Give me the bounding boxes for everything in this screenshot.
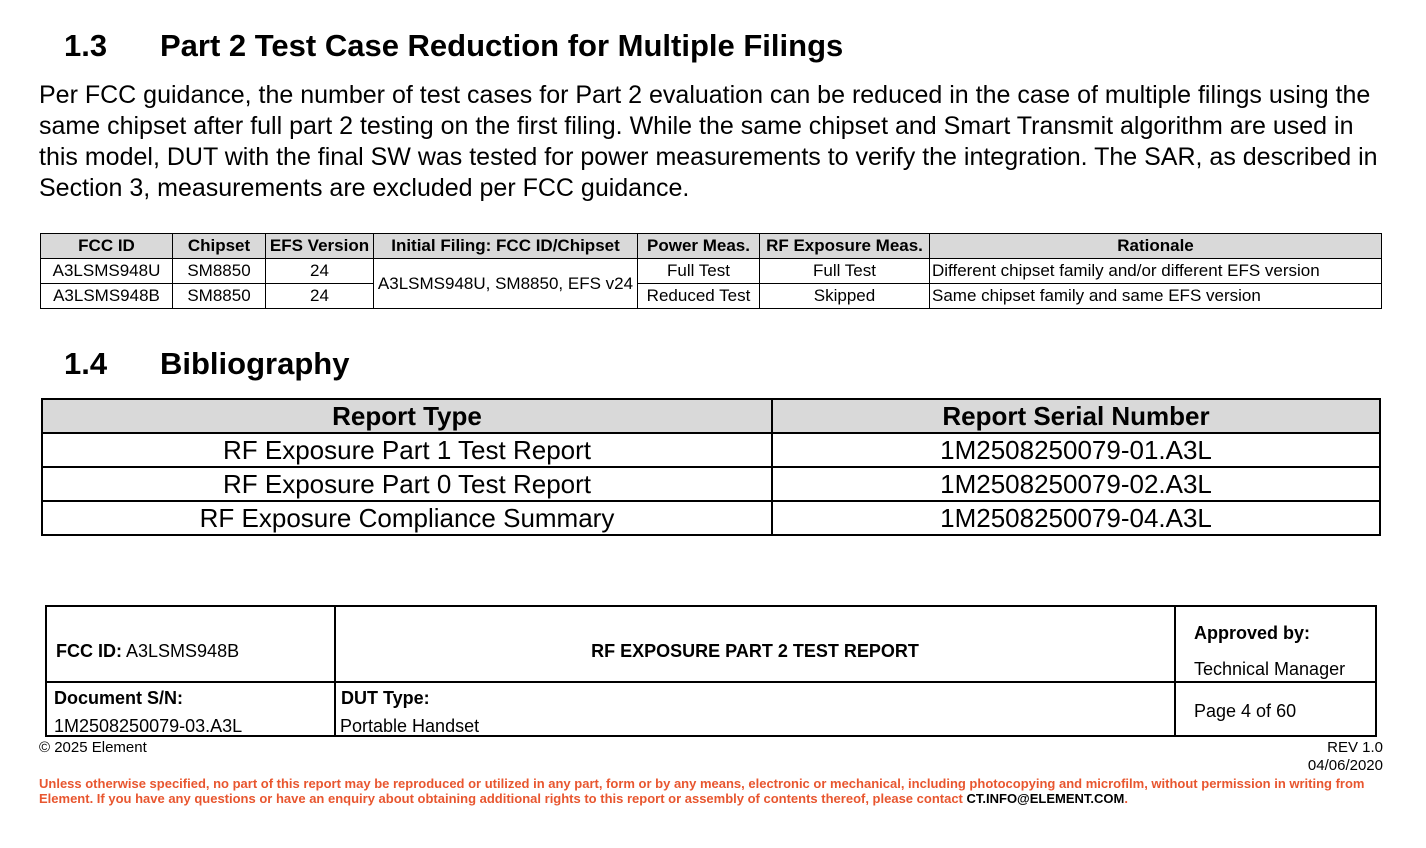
copyright: © 2025 Element (39, 739, 147, 756)
report-title: RF EXPOSURE PART 2 TEST REPORT (591, 641, 919, 661)
cell: SM8850 (173, 259, 266, 284)
header-cell: Report Type (42, 399, 772, 433)
cell: SM8850 (173, 284, 266, 309)
approved-label: Approved by: (1194, 623, 1311, 643)
cell: Skipped (760, 284, 930, 309)
cell: A3LSMS948U (41, 259, 173, 284)
contact-email[interactable]: CT.INFO@ELEMENT.COM (966, 791, 1125, 806)
doc-sn-label: Document S/N: (54, 688, 184, 708)
table-row (41, 284, 1382, 309)
section-number: 1.3 (64, 28, 108, 63)
table-row (42, 501, 1380, 535)
cell: Different chipset family and/or different EFS version (930, 259, 1382, 284)
dut-label: DUT Type: (341, 688, 430, 708)
table-row (41, 259, 1382, 284)
cell: RF Exposure Part 0 Test Report (42, 467, 772, 501)
cell: 1M2508250079-01.A3L (772, 433, 1380, 467)
cell: 24 (266, 259, 374, 284)
header-cell: Report Serial Number (772, 399, 1380, 433)
table-header-row (42, 399, 1380, 433)
period: . (1124, 791, 1128, 806)
header-cell: EFS Version (266, 234, 374, 259)
cell: Full Test (760, 259, 930, 284)
table-row (42, 467, 1380, 501)
header-cell: Chipset (173, 234, 266, 259)
fcc-id (56, 641, 239, 662)
cell: 1M2508250079-04.A3L (772, 501, 1380, 535)
cell: Same chipset family and same EFS version (930, 284, 1382, 309)
header-cell: RF Exposure Meas. (760, 234, 930, 259)
cell: 24 (266, 284, 374, 309)
footer-box (45, 605, 1377, 737)
cell: Reduced Test (638, 284, 760, 309)
intro-paragraph: Per FCC guidance, the number of test cases for Part 2 evaluation can be reduced in the case of multiple filings using the same chipset after full part 2 testing on the first filing. While the same chipset and Smart Transmit algorithm are used in this model, DUT with the final SW was tested for power measurements to verify the integration. The SAR, as described in Section 3, measurements are excluded per FCC guidance. (39, 81, 1378, 202)
approved-value: Technical Manager (1194, 659, 1346, 679)
disclaimer-text: Unless otherwise specified, no part of this report may be reproduced or utilized in any part, form or by any means, electronic or mechanical, including photocopying and microfilm, without permission in writing from Element. If you have any questions or have an enquiry about obtaining additional rights to this report or assembly of contents thereof, please contact (39, 776, 1365, 806)
dut-value: Portable Handset (340, 716, 480, 736)
header-cell: FCC ID (41, 234, 173, 259)
cell: A3LSMS948B (41, 284, 173, 309)
table-header-row (41, 234, 1382, 259)
doc-sn-value: 1M2508250079-03.A3L (54, 716, 243, 736)
section-title: Part 2 Test Case Reduction for Multiple Filings (160, 28, 844, 63)
initial-filing-cell: A3LSMS948U, SM8850, EFS v24 (374, 259, 638, 309)
section-number: 1.4 (64, 346, 108, 381)
bibliography-table (41, 398, 1381, 536)
disclaimer (39, 776, 1379, 806)
header-cell: Power Meas. (638, 234, 760, 259)
section-title: Bibliography (160, 346, 350, 381)
table-row (42, 433, 1380, 467)
cell: 1M2508250079-02.A3L (772, 467, 1380, 501)
rev: REV 1.0 (1327, 739, 1383, 756)
cell: RF Exposure Compliance Summary (42, 501, 772, 535)
header-cell: Rationale (930, 234, 1382, 259)
revision (1308, 739, 1383, 775)
rev-date: 04/06/2020 (1307, 757, 1383, 774)
cell: Full Test (638, 259, 760, 284)
fcc-id-label: FCC ID: (56, 641, 122, 661)
cell: RF Exposure Part 1 Test Report (42, 433, 772, 467)
header-cell: Initial Filing: FCC ID/Chipset (374, 234, 638, 259)
page-number: Page 4 of 60 (1194, 701, 1297, 721)
test-case-table (40, 233, 1382, 309)
fcc-id-value: A3LSMS948B (126, 641, 240, 661)
